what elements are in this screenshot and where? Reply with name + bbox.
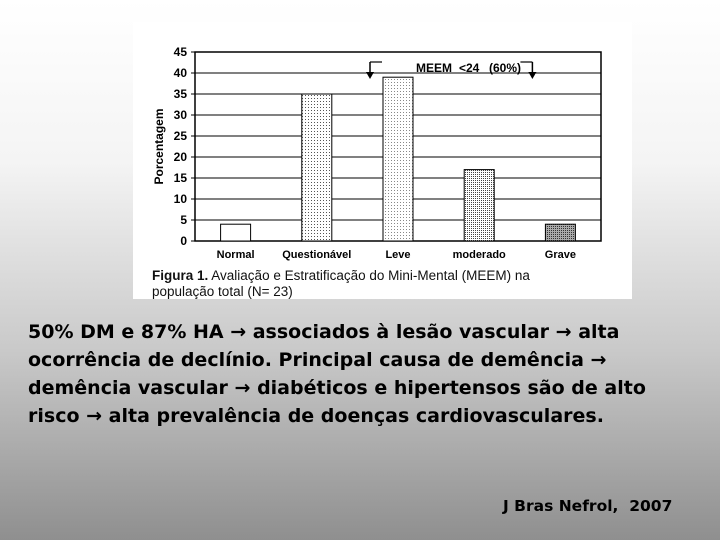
chart-figure [133,22,632,299]
y-tick-label: 25 [173,129,187,143]
y-tick-label: 20 [173,150,187,164]
x-tick-label: Normal [216,249,255,261]
y-tick-label: 10 [173,192,187,206]
y-tick-label: 15 [173,171,187,185]
bar-Questionável [302,94,332,241]
annotation-percent: (60%) [489,61,522,75]
annotation-arrowhead-right [528,72,536,79]
bar-Leve [383,77,413,241]
y-tick-label: 0 [180,234,187,248]
y-axis-label: Porcentagem [152,108,166,185]
y-tick-label: 45 [173,45,187,59]
citation: J Bras Nefrol, 2007 [503,497,673,515]
y-tick-label: 5 [180,213,187,227]
bar-Grave [545,224,575,241]
annotation-arrowhead-left [366,72,374,79]
body-line-4: risco → alta prevalência de doenças cardiovasculares. [28,405,604,427]
body-line-3: demência vascular → diabéticos e hipertensos são de alto [28,377,646,399]
y-tick-label: 40 [173,66,187,80]
x-tick-label: Grave [544,249,577,261]
x-tick-label: Questionável [282,249,352,261]
bar-chart [133,22,632,299]
x-tick-label: Leve [385,249,411,261]
annotation-label: MEEM [416,61,452,75]
figure-caption [152,268,622,300]
y-tick-label: 35 [173,87,187,101]
y-tick-label: 30 [173,108,187,122]
annotation-threshold: <24 [459,61,480,75]
body-line-2: ocorrência de declínio. Principal causa de demência → [28,349,607,371]
caption-line2: população total (N= 23) [152,284,293,299]
meem-annotation [416,61,521,75]
x-tick-label: moderado [452,249,506,261]
caption-line1: Avaliação e Estratificação do Mini-Mental (MEEM) na [211,268,530,283]
bar-moderado [464,170,494,241]
caption-label: Figura 1. [152,268,209,283]
body-text [28,318,718,430]
body-line-1: 50% DM e 87% HA → associados à lesão vascular → alta [28,321,620,343]
bar-Normal [221,224,251,241]
